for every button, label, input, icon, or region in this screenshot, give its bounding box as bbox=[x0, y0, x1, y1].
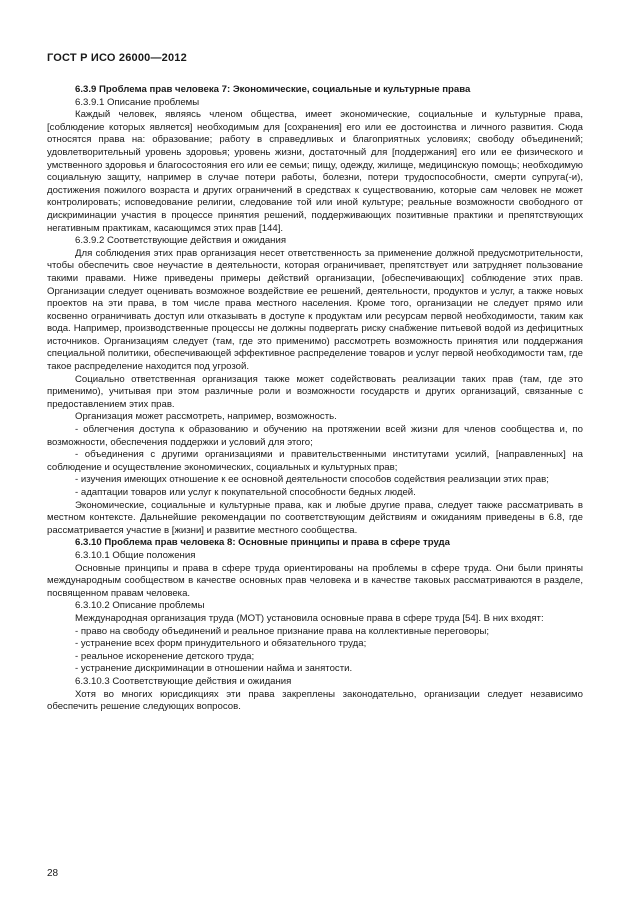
subsection-title: 6.3.10.2 Описание проблемы bbox=[75, 600, 205, 612]
section-heading-6-3-10: 6.3.10 Проблема прав человека 8: Основные принципы и права в сфере труда bbox=[75, 537, 450, 549]
list-item: - устранение всех форм принудительного и обязательного труда; bbox=[75, 638, 367, 650]
subsection-title: 6.3.9.1 Описание проблемы bbox=[75, 96, 200, 108]
document-header: ГОСТ Р ИСО 26000—2012 bbox=[47, 52, 187, 64]
list-item: - устранение дискриминации в отношении найма и занятости. bbox=[75, 663, 353, 675]
page-number: 28 bbox=[47, 868, 59, 879]
subsection-title: 6.3.10.3 Соответствующие действия и ожидания bbox=[75, 675, 292, 687]
paragraph: Международная организация труда (МОТ) установила основные права в сфере труда [54]. В них входят: bbox=[75, 612, 544, 624]
subsection-title: 6.3.10.1 Общие положения bbox=[75, 549, 196, 561]
subsection-title: 6.3.9.2 Соответствующие действия и ожидания bbox=[75, 235, 287, 247]
document-body bbox=[47, 84, 583, 714]
paragraph: Экономические, социальные и культурные права, как и любые другие права, следует также рассматривать в местном контексте. Дальнейшие рекомендации по соответствующим действиям и ожиданиям приведены в 6.8, где рассматривается участие в [жизни] и развитие местного сообщества. bbox=[47, 499, 583, 536]
list-item: - изучения имеющих отношение к ее основной деятельности способов содействия реализации этих прав; bbox=[75, 474, 549, 486]
paragraph: Хотя во многих юрисдикциях эти права закреплены законодательно, организации следует независимо обеспечить решение следующих вопросов. bbox=[47, 688, 583, 713]
list-item: - право на свободу объединений и реальное признание права на коллективные переговоры; bbox=[75, 625, 490, 637]
list-item: - облегчения доступа к образованию и обучению на протяжении всей жизни для членов сообщества и, по возможности, обеспечения поддержки и условий для этого; bbox=[47, 424, 583, 448]
list-item: - объединения с другими организациями и правительственными институтами усилий, [направленных] на соблюдение и осуществление экономических, социальных и культурных прав; bbox=[47, 449, 583, 473]
paragraph: Организация может рассмотреть, например, возможность. bbox=[75, 411, 337, 423]
paragraph: Каждый человек, являясь членом общества, имеет экономические, социальные и культурные права, [соблюдение которых является] необходимым для [сохранения] его или ее достоинства и личного развития. Сюда относятся права на: образование; работу в справедливых и благоприятных условиях; свободу объединений; удовлетворительный уровень здоровья; уровень жизни, достаточный для [поддержания] его или ее физического и умственного здоровья и благосостояния его или ее семьи; пищу, одежду, жилище, медицинскую помощь; необходимую социальную защиту, например в случае потери работы, болезни, потери трудоспособности, смерти супруга(-и), достижения пожилого возраста и других ограничений в средствах к существованию, которые сам человек не может контролировать; исповедование религии, следование той или иной культуре; реальные возможности свободного от дискриминации участия в процессе принятия решений, поддерживающих позитивные практики и препятствующих негативным практикам, касающимся этих прав [144]. bbox=[47, 109, 583, 234]
paragraph: Основные принципы и права в сфере труда ориентированы на проблемы в сфере труда. Они были приняты международным сообществом в качестве основных прав человека и в качестве таковых рассматриваются в разделе, посвященном правам человека. bbox=[47, 562, 583, 599]
list-item: - реальное искоренение детского труда; bbox=[75, 650, 255, 662]
list-item: - адаптации товаров или услуг к покупательной способности бедных людей. bbox=[75, 487, 416, 498]
paragraph: Социально ответственная организация также может содействовать реализации таких прав (там, где это применимо), учитывая при этом различные роли и возможности государств и других организаций, связанные с предоставлением этих прав. bbox=[47, 373, 583, 410]
paragraph: Для соблюдения этих прав организация несет ответственность за применение должной предусмотрительности, чтобы обеспечить свое неучастие в деятельности, которая ограничивает, препятствует или затрудняет пользование такими правами. Ниже приведены примеры действий организации, [обеспечивающих] соблюдение этих прав. Организации следует оценивать возможное воздействие ее решений, деятельности, продуктов и услуг, а также новых проектов на эти права, в том числе права местного населения. Кроме того, организации не следует прямо или косвенно ограничивать доступ или отказывать в доступе к продуктам или ресурсам первой необходимости, таким как вода. Например, производственные процессы не должны подвергать риску снабжение питьевой водой из дефицитных источников. Организациям следует (там, где это применимо) рассмотреть возможность принятия или поддержания специальной политики, обеспечивающей эффективное распределение товаров и услуг первой необходимости там, где такое распределение находится под угрозой. bbox=[47, 247, 583, 373]
section-heading-6-3-9: 6.3.9 Проблема прав человека 7: Экономические, социальные и культурные права bbox=[75, 84, 471, 95]
